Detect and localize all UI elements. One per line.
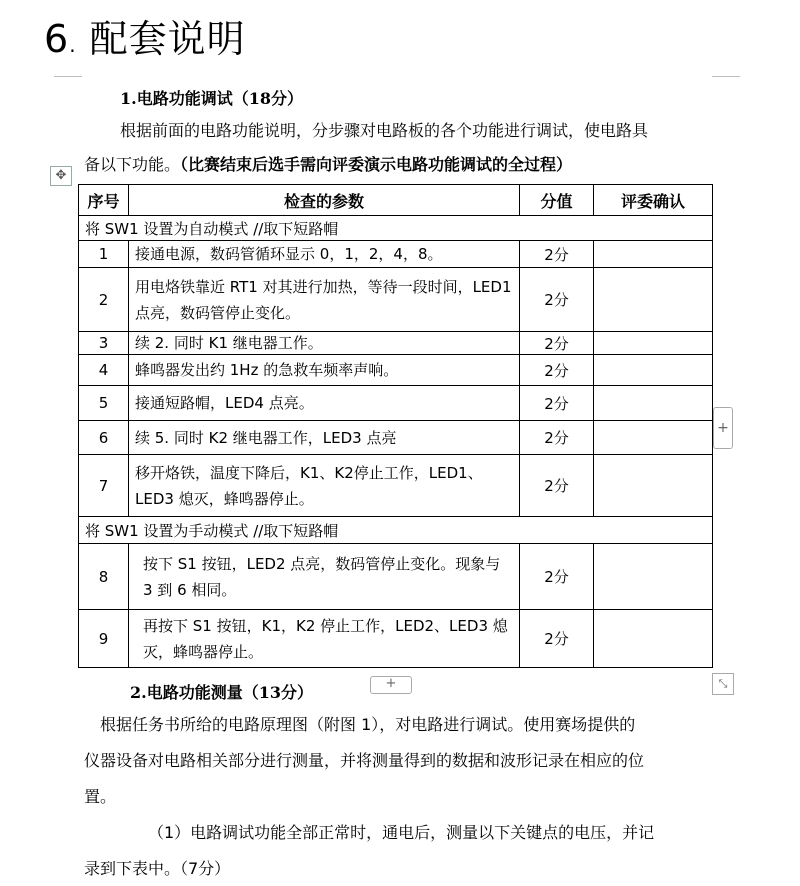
row-no: 1 xyxy=(79,241,129,268)
row-param: 按下 S1 按钮，LED2 点亮，数码管停止变化。现象与 3 到 6 相同。 xyxy=(129,544,520,610)
section2-sub-line2: 录到下表中。（7分） xyxy=(84,859,231,878)
row-score: 2分 xyxy=(520,241,594,268)
table-row xyxy=(79,544,713,610)
page-title xyxy=(44,14,246,70)
section1-heading: 1.电路功能调试（18分） xyxy=(120,89,303,108)
header-margin-mark-left xyxy=(54,76,82,77)
row-confirm[interactable] xyxy=(594,421,713,455)
move-icon[interactable]: ✥ xyxy=(50,166,72,186)
section2-para-line2: 仪器设备对电路相关部分进行测量，并将测量得到的数据和波形记录在相应的位 xyxy=(84,751,645,770)
row-score: 2分 xyxy=(520,455,594,517)
row-confirm[interactable] xyxy=(594,355,713,386)
row-param: 用电烙铁靠近 RT1 对其进行加热，等待一段时间，LED1点亮，数码管停止变化。 xyxy=(129,268,520,332)
table-row xyxy=(79,332,713,355)
table-row xyxy=(79,241,713,268)
header-confirm: 评委确认 xyxy=(594,185,713,216)
table-row xyxy=(79,455,713,517)
function-check-table xyxy=(78,184,713,668)
section-dot: . xyxy=(69,33,77,57)
row-param: 蜂鸣器发出约 1Hz 的急救车频率声响。 xyxy=(129,355,520,386)
row-confirm[interactable] xyxy=(594,544,713,610)
row-score: 2分 xyxy=(520,610,594,668)
header-margin-mark-right xyxy=(712,76,740,77)
intro-plain-text: 备以下功能。 xyxy=(84,155,181,174)
section2-para-line3: 置。 xyxy=(84,787,117,806)
row-param: 续 2. 同时 K1 继电器工作。 xyxy=(129,332,520,355)
add-column-icon[interactable]: + xyxy=(713,407,733,449)
row-param: 移开烙铁，温度下降后，K1、K2停止工作，LED1、LED3 熄灭，蜂鸣器停止。 xyxy=(129,455,520,517)
table-header-row xyxy=(79,185,713,216)
group-title: 将 SW1 设置为手动模式 //取下短路帽 xyxy=(79,517,713,544)
section2-sub-line1: （1）电路调试功能全部正常时，通电后，测量以下关键点的电压，并记 xyxy=(148,823,655,842)
row-param: 接通电源，数码管循环显示 0，1，2，4，8。 xyxy=(129,241,520,268)
header-score: 分值 xyxy=(520,185,594,216)
table-row xyxy=(79,386,713,421)
group-row-auto xyxy=(79,216,713,241)
row-no: 9 xyxy=(79,610,129,668)
table-row xyxy=(79,355,713,386)
header-param: 检查的参数 xyxy=(129,185,520,216)
table-row xyxy=(79,610,713,668)
table-row xyxy=(79,421,713,455)
group-row-manual xyxy=(79,517,713,544)
section1-intro-line2 xyxy=(84,148,572,182)
section2-heading: 2.电路功能测量（13分） xyxy=(130,683,313,702)
row-score: 2分 xyxy=(520,386,594,421)
row-confirm[interactable] xyxy=(594,455,713,517)
row-confirm[interactable] xyxy=(594,241,713,268)
row-param: 续 5. 同时 K2 继电器工作，LED3 点亮 xyxy=(129,421,520,455)
row-no: 5 xyxy=(79,386,129,421)
table-row xyxy=(79,268,713,332)
row-no: 2 xyxy=(79,268,129,332)
row-confirm[interactable] xyxy=(594,268,713,332)
row-score: 2分 xyxy=(520,421,594,455)
section-number: 6 xyxy=(44,17,70,61)
row-confirm[interactable] xyxy=(594,332,713,355)
section-title: 配套说明 xyxy=(89,17,246,61)
row-no: 6 xyxy=(79,421,129,455)
row-confirm[interactable] xyxy=(594,610,713,668)
row-no: 7 xyxy=(79,455,129,517)
row-no: 8 xyxy=(79,544,129,610)
row-score: 2分 xyxy=(520,355,594,386)
header-no: 序号 xyxy=(79,185,129,216)
row-score: 2分 xyxy=(520,332,594,355)
row-no: 3 xyxy=(79,332,129,355)
row-confirm[interactable] xyxy=(594,386,713,421)
section2-para-line1: 根据任务书所给的电路原理图（附图 1），对电路进行调试。使用赛场提供的 xyxy=(100,715,636,734)
section1-intro-line1: 根据前面的电路功能说明，分步骤对电路板的各个功能进行调试，使电路具 xyxy=(120,121,649,140)
add-row-icon[interactable]: + xyxy=(370,676,412,694)
row-score: 2分 xyxy=(520,268,594,332)
intro-bold-text: （比赛结束后选手需向评委演示电路功能调试的全过程） xyxy=(180,155,573,174)
row-param: 接通短路帽，LED4 点亮。 xyxy=(129,386,520,421)
group-title: 将 SW1 设置为自动模式 //取下短路帽 xyxy=(79,216,713,241)
row-param: 再按下 S1 按钮，K1，K2 停止工作，LED2、LED3 熄灭，蜂鸣器停止。 xyxy=(129,610,520,668)
row-score: 2分 xyxy=(520,544,594,610)
resize-icon[interactable]: ⤡ xyxy=(712,673,734,695)
row-no: 4 xyxy=(79,355,129,386)
